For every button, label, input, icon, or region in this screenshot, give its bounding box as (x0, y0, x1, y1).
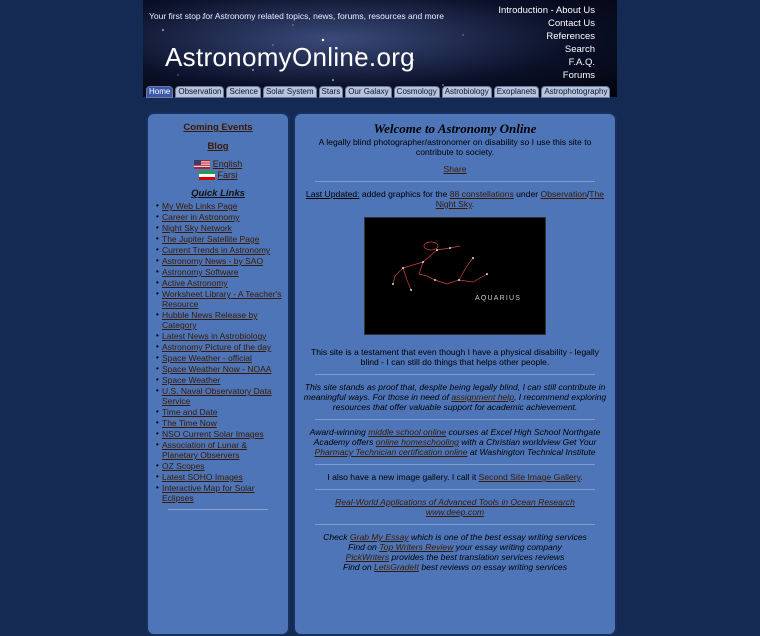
quick-link[interactable]: Latest SOHO Images (162, 472, 243, 482)
divider (315, 374, 595, 375)
main-content (293, 112, 617, 636)
middle-school-link[interactable]: middle school online (368, 427, 447, 437)
testament-text: This site is a testament that even though I have a physical disability - legally blind - I can still do things that helps other people. (310, 347, 600, 367)
essay-services-text (301, 532, 609, 572)
list-item: • Time and Date (156, 407, 218, 417)
text-fragment: Find on (342, 562, 375, 572)
list-item: • The Jupiter Satellite Page (156, 234, 260, 244)
divider (315, 464, 595, 465)
tab-observation[interactable]: Observation (175, 86, 224, 98)
tab-astrophotography[interactable]: Astrophotography (541, 86, 610, 98)
quick-link[interactable]: Latest News in Astrobiology (162, 331, 267, 341)
nav-introduction[interactable]: Introduction - About Us (498, 5, 595, 16)
tab-stars[interactable]: Stars (319, 86, 344, 98)
quick-link[interactable]: Time and Date (162, 407, 218, 417)
share-link[interactable]: Share (443, 164, 467, 174)
quick-link[interactable]: The Time Now (162, 418, 217, 428)
letsgradeit-link[interactable]: LetsGradeIt (374, 562, 419, 572)
english-link[interactable]: English (212, 159, 243, 169)
text-fragment: added graphics for the (359, 189, 450, 199)
divider (315, 181, 595, 182)
list-item: • Active Astronomy (156, 278, 228, 288)
divider (315, 489, 595, 490)
tab-solar-system[interactable]: Solar System (263, 86, 317, 98)
list-item: • NSO Current Solar Images (156, 429, 264, 439)
text-fragment: This site stands as proof that, despite being legally blind, I can still contribute in meaningful ways. For those in need of (303, 382, 606, 402)
text-fragment: I also have a new image gallery. I call it (327, 472, 479, 482)
list-item: • Space Weather (156, 375, 221, 385)
quick-link[interactable]: My Web Links Page (162, 201, 238, 211)
list-item: • Worksheet Library - A Teacher's Resource (156, 289, 282, 309)
quick-link[interactable]: Night Sky Network (162, 223, 232, 233)
gallery-text (301, 472, 609, 482)
quick-link[interactable]: Association of Lunar & Planetary Observers (162, 440, 248, 460)
list-item: • OZ Scopes (156, 461, 205, 471)
quick-link[interactable]: Astronomy News - by SAO (162, 256, 264, 266)
night-sky-link[interactable]: The Night Sky (435, 189, 605, 209)
text-fragment: at Washington Technical Institute (467, 447, 596, 457)
aquarius-constellation-image[interactable] (364, 217, 546, 335)
quick-link[interactable]: Worksheet Library - A Teacher's Resource (162, 289, 282, 309)
header-banner (143, 0, 617, 97)
quick-link[interactable]: Interactive Map for Solar Eclipses (162, 483, 255, 503)
site-logo[interactable]: AstronomyOnline.org (165, 42, 415, 72)
list-item: • Astronomy News - by SAO (156, 256, 264, 266)
award-text (301, 427, 609, 457)
tab-astrobiology[interactable]: Astrobiology (442, 86, 492, 98)
sidebar-divider (168, 509, 268, 510)
text-fragment: . (580, 472, 583, 482)
blog-link[interactable]: Blog (207, 141, 229, 152)
text-fragment: Check (323, 532, 350, 542)
iran-flag-icon (199, 171, 215, 180)
quick-link[interactable]: The Jupiter Satellite Page (162, 234, 260, 244)
list-item: • Latest SOHO Images (156, 472, 243, 482)
quick-links-title: Quick Links (191, 188, 245, 199)
last-updated (301, 189, 609, 209)
tab-science[interactable]: Science (226, 86, 260, 98)
category-tabs (146, 86, 616, 98)
list-item: • Latest News in Astrobiology (156, 331, 267, 341)
gallery-link[interactable]: Second Site Image Gallery (478, 472, 581, 482)
grab-my-essay-link[interactable]: Grab My Essay (349, 532, 409, 542)
nav-forums[interactable]: Forums (562, 70, 595, 81)
list-item: • Interactive Map for Solar Eclipses (156, 483, 282, 503)
text-fragment: provides the best translation services reviews (389, 552, 565, 562)
tab-exoplanets[interactable]: Exoplanets (494, 86, 540, 98)
text-fragment: your essay writing company (453, 542, 562, 552)
nav-references[interactable]: References (546, 31, 595, 42)
list-item: • My Web Links Page (156, 201, 238, 211)
text-fragment: Find on (348, 542, 380, 552)
tab-our-galaxy[interactable]: Our Galaxy (345, 86, 391, 98)
nav-faq[interactable]: F.A.Q. (568, 57, 595, 68)
ocean-research-link[interactable]: Real-World Applications of Advanced Tools in Ocean Research (335, 497, 575, 507)
nav-search[interactable]: Search (564, 44, 595, 55)
text-fragment: under (513, 189, 541, 199)
quick-link[interactable]: Active Astronomy (162, 278, 228, 288)
tab-home[interactable]: Home (146, 86, 173, 98)
quick-link[interactable]: Space Weather Now - NOAA (162, 364, 272, 374)
quick-link[interactable]: Hubble News Release by Category (162, 310, 258, 330)
list-item: • Space Weather Now - NOAA (156, 364, 272, 374)
quick-link[interactable]: U.S. Naval Observatory Data Service (162, 386, 272, 406)
pickwriters-link[interactable]: PickWriters (345, 552, 390, 562)
quick-link[interactable]: OZ Scopes (162, 461, 205, 471)
text-fragment: . (471, 199, 475, 209)
page-title: Welcome to Astronomy Online (373, 121, 537, 136)
list-item: • Association of Lunar & Planetary Observers (156, 440, 282, 460)
text-fragment: / (586, 189, 590, 199)
constellations-link[interactable]: 88 constellations (449, 189, 514, 199)
nav-contact[interactable]: Contact Us (548, 18, 595, 29)
text-fragment: Award-winning (309, 427, 369, 437)
list-item: • Hubble News Release by Category (156, 310, 282, 330)
quick-link[interactable]: Astronomy Picture of the day (162, 342, 272, 352)
list-item: • Career in Astronomy (156, 212, 240, 222)
quick-links-list (148, 201, 288, 503)
quick-link[interactable]: Current Trends in Astronomy (162, 245, 271, 255)
text-fragment: best reviews on essay writing services (418, 562, 568, 572)
quick-link[interactable]: Astronomy Software (162, 267, 239, 277)
list-item: • Astronomy Software (156, 267, 239, 277)
list-item: • Astronomy Picture of the day (156, 342, 272, 352)
list-item: • U.S. Naval Observatory Data Service (156, 386, 282, 406)
top-navigation (498, 4, 595, 82)
last-updated-label[interactable]: Last Updated: (305, 189, 360, 199)
list-item: • The Time Now (156, 418, 217, 428)
quick-link[interactable]: Space Weather (162, 375, 221, 385)
farsi-link[interactable]: Farsi (217, 170, 238, 180)
quick-link[interactable]: NSO Current Solar Images (162, 429, 264, 439)
deep-link[interactable]: www.deep.com (425, 507, 485, 517)
proof-text (301, 382, 609, 412)
constellation-label: AQUARIUS (475, 295, 522, 302)
text-fragment: with a Christian worldview Get Your (458, 437, 597, 447)
quick-link[interactable]: Space Weather - official (162, 353, 252, 363)
observation-link[interactable]: Observation (540, 189, 587, 199)
sidebar (146, 112, 290, 636)
text-fragment: , I recommend exploring resources that offer valuable support for academic achievement. (332, 392, 607, 412)
text-fragment: courses at Excel High School Northgate Academy offers (313, 427, 601, 447)
tab-cosmology[interactable]: Cosmology (394, 86, 440, 98)
us-flag-icon (194, 160, 210, 169)
divider (315, 419, 595, 420)
list-item: • Space Weather - official (156, 353, 252, 363)
text-fragment: which is one of the best essay writing services (408, 532, 587, 542)
site-tagline: Your first stop for Astronomy related topics, news, forums, resources and more (149, 11, 444, 21)
list-item: • Current Trends in Astronomy (156, 245, 271, 255)
divider (315, 524, 595, 525)
quick-link[interactable]: Career in Astronomy (162, 212, 240, 222)
intro-text: A legally blind photographer/astronomer on disability so I use this site to contribute to society. (318, 137, 592, 157)
constellation-lines-icon (365, 218, 545, 334)
pharmacy-link[interactable]: Pharmacy Technician certification online (314, 447, 468, 457)
assignment-help-link[interactable]: assignment help (451, 392, 514, 402)
coming-events-link[interactable]: Coming Events (183, 122, 253, 133)
homeschooling-link[interactable]: online homeschooling (375, 437, 459, 447)
list-item: • Night Sky Network (156, 223, 232, 233)
top-writers-link[interactable]: Top Writers Review (379, 542, 454, 552)
